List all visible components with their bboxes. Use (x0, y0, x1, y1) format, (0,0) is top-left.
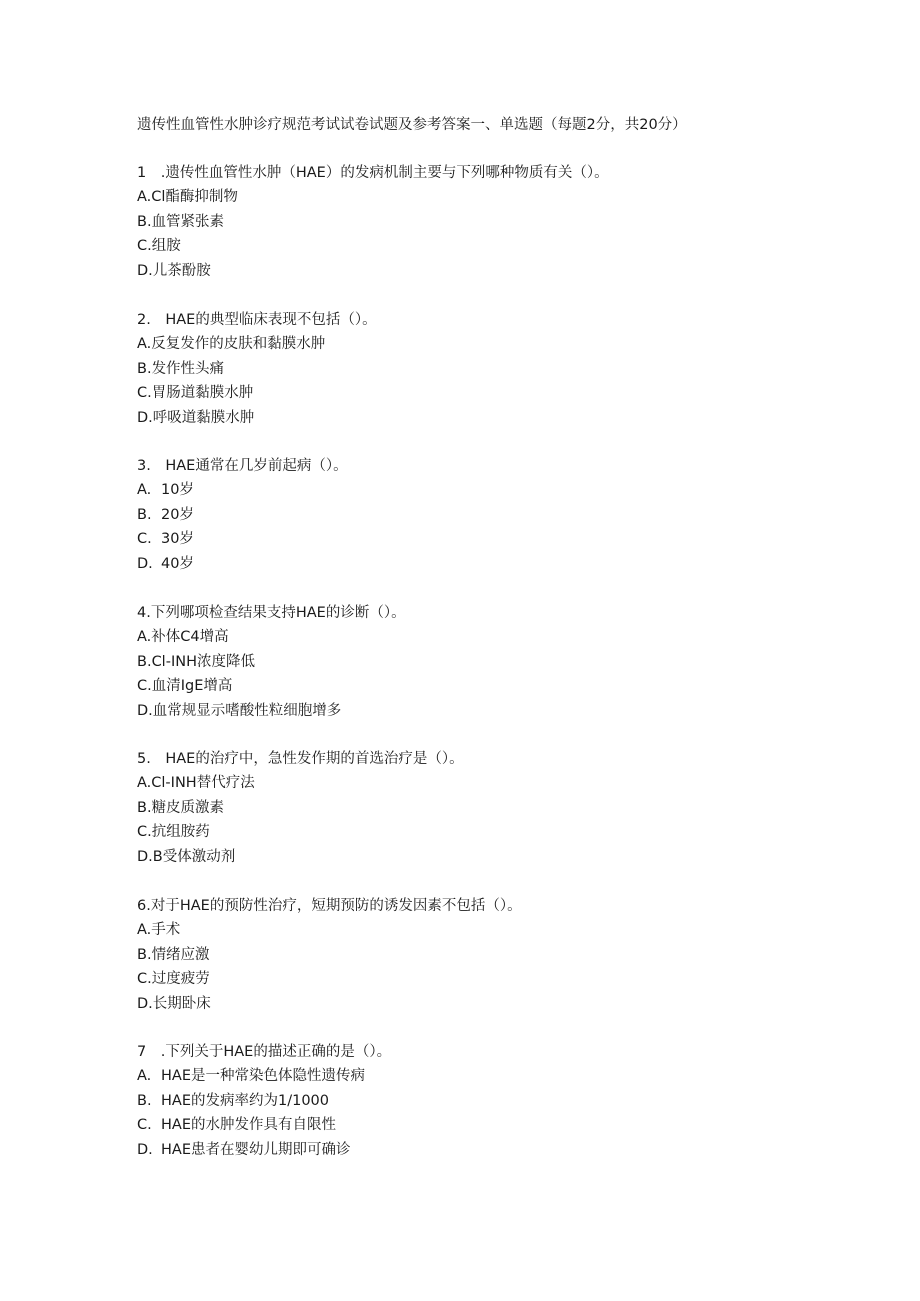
question-text: HAE的治疗中，急性发作期的首选治疗是（）。 (165, 751, 464, 767)
option-c (137, 381, 837, 406)
option-text: Cl-INH浓度降低 (151, 653, 255, 670)
question-stem (137, 894, 837, 918)
option-letter: A. (137, 336, 152, 352)
option-a (137, 478, 837, 503)
option-text: HAE的发病率约为1/1000 (161, 1092, 329, 1109)
question-text: 下列哪项检查结果支持HAE的诊断（）。 (150, 605, 406, 621)
document-title: 遗传性血管性水肿诊疗规范考试试卷试题及参考答案一、单选题（每题2分，共20分） (137, 117, 687, 133)
question-text: HAE的典型临床表现不包括（）。 (165, 312, 377, 328)
option-d (137, 992, 837, 1017)
option-letter: C. (137, 971, 152, 988)
option-b (137, 796, 837, 821)
option-a (137, 625, 837, 650)
option-letter: A. (137, 629, 152, 645)
option-letter: B. (137, 1092, 152, 1109)
option-letter: D. (137, 702, 153, 719)
option-letter: C. (137, 678, 152, 695)
question-stem (137, 161, 837, 185)
option-c (137, 820, 837, 845)
option-d (137, 552, 837, 577)
option-c (137, 234, 837, 259)
option-text: Cl-INH替代疗法 (151, 775, 255, 791)
option-letter: C. (137, 385, 152, 402)
option-c (137, 1113, 837, 1138)
question-stem (137, 1040, 837, 1064)
option-text: 胃肠道黏膜水肿 (151, 385, 254, 402)
option-c (137, 527, 837, 552)
question-7 (137, 1040, 837, 1162)
option-text: 血管紧张素 (151, 213, 225, 230)
option-text: 血常规显示嗜酸性粒细胞增多 (152, 702, 342, 719)
option-a (137, 185, 837, 210)
question-number: 6. (137, 898, 151, 914)
option-text: HAE是一种常染色体隐性遗传病 (161, 1068, 365, 1084)
option-b (137, 943, 837, 968)
option-text: 组胺 (151, 238, 181, 255)
option-text: 40岁 (161, 555, 194, 572)
option-d (137, 845, 837, 870)
question-stem (137, 308, 837, 332)
option-c (137, 967, 837, 992)
option-a (137, 1064, 837, 1089)
option-letter: C. (137, 531, 152, 548)
question-text: 下列关于HAE的描述正确的是（）。 (165, 1044, 392, 1060)
option-a (137, 771, 837, 796)
question-number: 7 . (137, 1044, 166, 1060)
question-text: 对于HAE的预防性治疗，短期预防的诱发因素不包括（）。 (150, 898, 522, 914)
option-text: 发作性头痛 (151, 360, 225, 377)
option-text: 糖皮质激素 (151, 799, 225, 816)
question-number: 3. (137, 458, 166, 474)
option-letter: D. (137, 409, 153, 426)
option-text: HAE的水肿发作具有自限性 (161, 1117, 336, 1134)
option-letter: A. (137, 189, 152, 205)
question-number: 2. (137, 312, 166, 328)
option-letter: D. (137, 1141, 153, 1158)
option-text: 10岁 (161, 482, 194, 498)
option-a (137, 332, 837, 357)
option-text: 20岁 (161, 506, 194, 523)
option-letter: D. (137, 995, 153, 1012)
question-4 (137, 601, 837, 723)
option-letter: B. (137, 799, 152, 816)
question-number: 5. (137, 751, 166, 767)
question-2 (137, 308, 837, 430)
option-letter: A. (137, 482, 152, 498)
question-number: 1 . (137, 165, 166, 181)
option-letter: B. (137, 360, 152, 377)
option-letter: B. (137, 506, 152, 523)
option-text: 过度疲劳 (151, 971, 210, 988)
option-b (137, 1089, 837, 1114)
question-text: 遗传性血管性水肿（HAE）的发病机制主要与下列哪种物质有关（）。 (165, 165, 609, 181)
option-text: 手术 (151, 922, 181, 938)
option-text: 儿茶酚胺 (152, 262, 211, 279)
question-1 (137, 161, 837, 283)
question-stem (137, 747, 837, 771)
option-b (137, 357, 837, 382)
question-6 (137, 894, 837, 1016)
option-d (137, 699, 837, 724)
option-letter: A. (137, 775, 152, 791)
option-text: 30岁 (161, 531, 194, 548)
option-text: HAE患者在婴幼儿期即可确诊 (161, 1141, 351, 1158)
question-3 (137, 454, 837, 576)
option-letter: D. (137, 262, 153, 279)
option-c (137, 674, 837, 699)
option-letter: D. (137, 555, 153, 572)
option-d (137, 1138, 837, 1163)
option-text: 血清IgE增高 (151, 678, 233, 695)
option-a (137, 918, 837, 943)
question-stem (137, 601, 837, 625)
option-b (137, 650, 837, 675)
question-text: HAE通常在几岁前起病（）。 (165, 458, 348, 474)
option-text: 反复发作的皮肤和黏膜水肿 (151, 336, 326, 352)
option-text: 补体C4增高 (151, 629, 229, 645)
option-text: B受体激动剂 (152, 848, 236, 865)
option-d (137, 259, 837, 284)
option-letter: B. (137, 653, 152, 670)
option-b (137, 503, 837, 528)
option-letter: B. (137, 946, 152, 963)
option-d (137, 406, 837, 431)
option-letter: C. (137, 1117, 152, 1134)
option-text: 情绪应激 (151, 946, 210, 963)
option-b (137, 210, 837, 235)
option-letter: C. (137, 824, 152, 841)
option-text: 呼吸道黏膜水肿 (152, 409, 255, 426)
question-stem (137, 454, 837, 478)
option-letter: A. (137, 1068, 152, 1084)
option-text: 长期卧床 (152, 995, 211, 1012)
option-letter: D. (137, 848, 153, 865)
option-text: Cl酯酶抑制物 (151, 189, 238, 205)
question-5 (137, 747, 837, 869)
option-letter: A. (137, 922, 152, 938)
question-number: 4. (137, 605, 151, 621)
option-text: 抗组胺药 (151, 824, 210, 841)
option-letter: B. (137, 213, 152, 230)
option-letter: C. (137, 238, 152, 255)
